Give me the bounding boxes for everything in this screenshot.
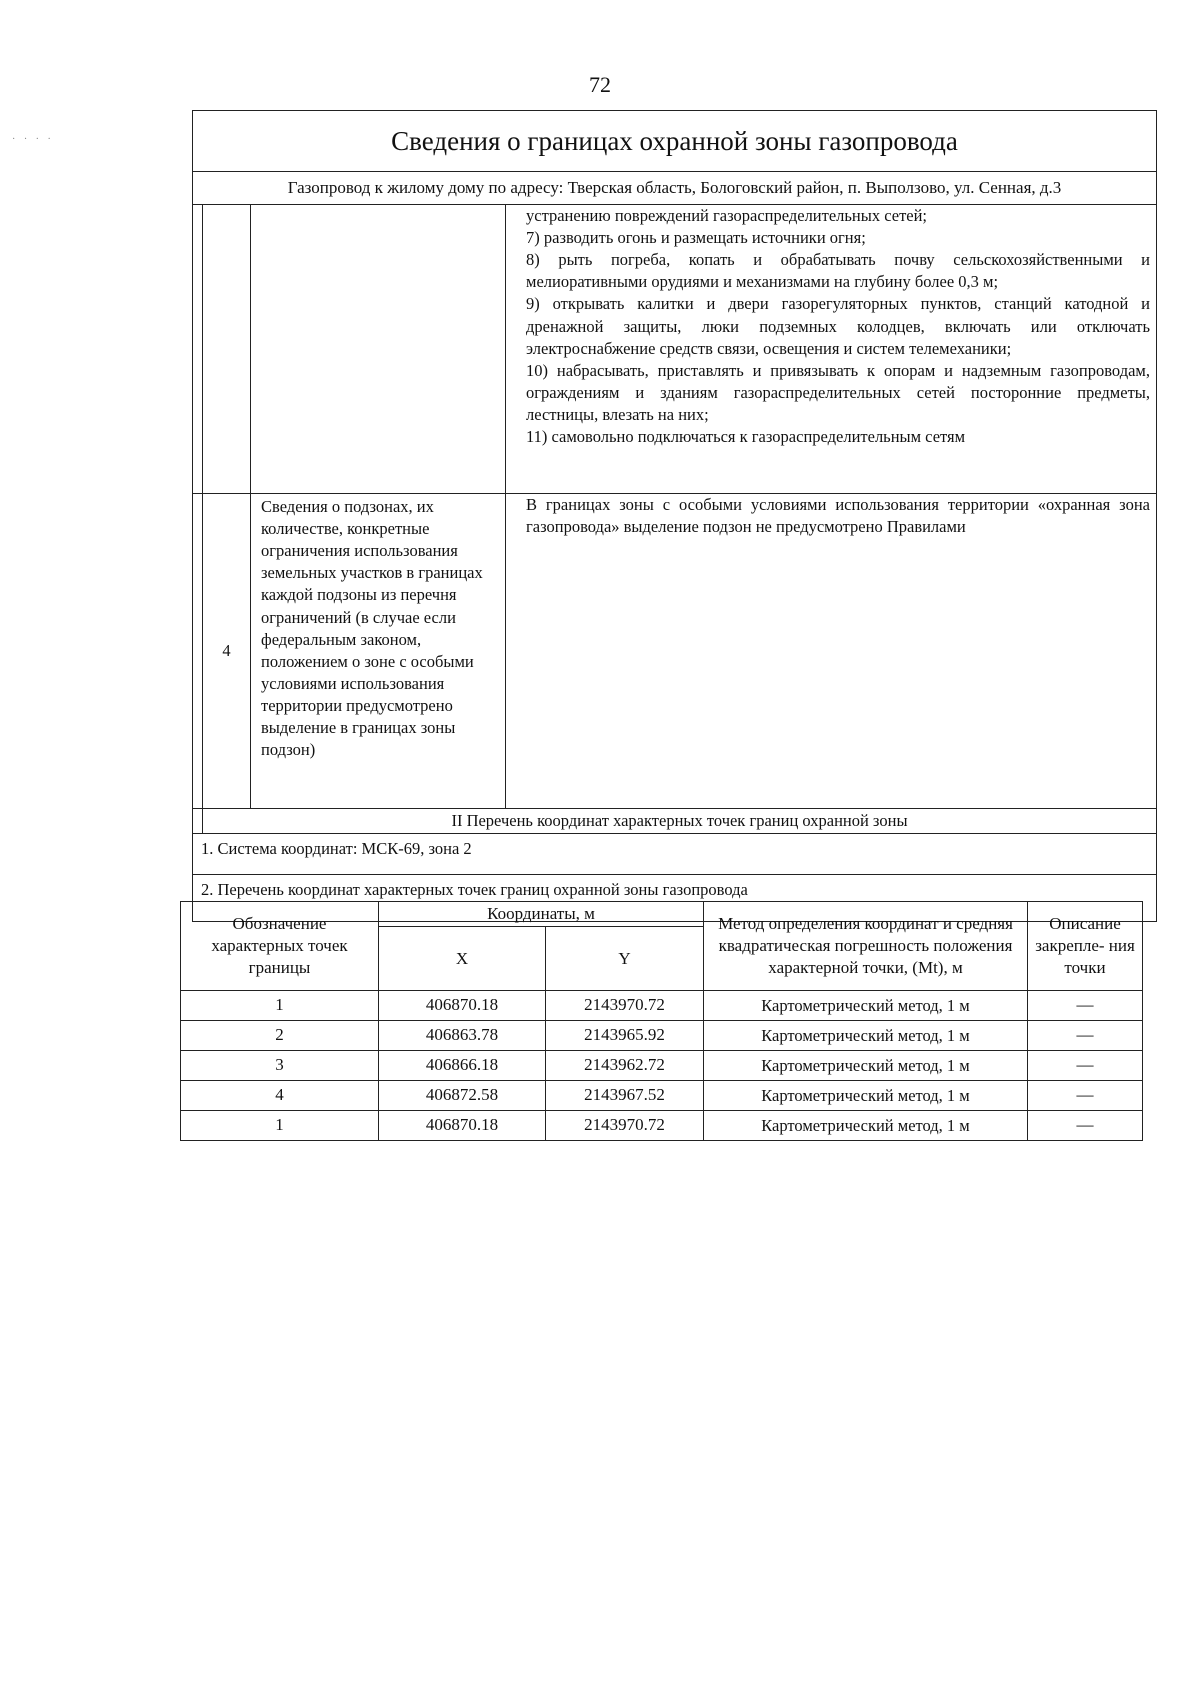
subzones-description: Сведения о подзонах, их количестве, конкретные ограничения использования земельных участков в границах каждой подзоны из перечня ограничений (в случае если федеральным законом, положением о зоне с особыми условиями использования территории предусмотрено выделение в границах зоны подзон) — [251, 494, 506, 809]
subzones-value: В границах зоны с особыми условиями использования территории «охранная зона газопровода» выделение подзон не предусмотрено Правилами — [506, 494, 1157, 809]
coordinate-system: 1. Система координат: МСК-69, зона 2 — [193, 834, 1157, 875]
row-number: 4 — [203, 494, 251, 809]
restrictions-cell — [506, 205, 1157, 494]
restriction-item: 8) рыть погреба, копать и обрабатывать почву сельскохозяйственными и мелиоративными орудиями и механизмами на глубину более 0,3 м; — [526, 250, 1150, 292]
description-value: — — [1028, 1111, 1143, 1141]
method-value: Картометрический метод, 1 м — [704, 1111, 1028, 1141]
coordinates-table — [180, 901, 1143, 1141]
y-value: 2143970.72 — [546, 1111, 704, 1141]
method-value: Картометрический метод, 1 м — [704, 1081, 1028, 1111]
scan-artifact: · · · · — [12, 134, 54, 145]
y-value: 2143970.72 — [546, 991, 704, 1021]
point-id: 3 — [181, 1051, 379, 1081]
restriction-item: 11) самовольно подключаться к газораспределительным сетям — [526, 427, 966, 447]
table-row — [181, 1111, 1143, 1141]
description-value: — — [1028, 1051, 1143, 1081]
point-id: 1 — [181, 991, 379, 1021]
coordinate-list-title: 2. Перечень координат характерных точек границ охранной зоны газопровода — [193, 875, 1157, 922]
y-value: 2143962.72 — [546, 1051, 704, 1081]
method-value: Картометрический метод, 1 м — [704, 1051, 1028, 1081]
method-value: Картометрический метод, 1 м — [704, 991, 1028, 1021]
x-value: 406863.78 — [379, 1021, 546, 1051]
restriction-item: 9) открывать калитки и двери газорегуляторных пунктов, станций катодной и дренажной защиты, люки подземных колодцев, включать или отключать электроснабжение средств связи, освещения и систем телемеханики; — [526, 294, 1150, 358]
zone-info-table — [192, 110, 1157, 922]
restriction-item: 7) разводить огонь и размещать источники огня; — [526, 228, 866, 248]
section-title: II Перечень координат характерных точек границ охранной зоны — [203, 809, 1157, 834]
x-value: 406870.18 — [379, 1111, 546, 1141]
point-id: 4 — [181, 1081, 379, 1111]
description-value: — — [1028, 1021, 1143, 1051]
y-value: 2143967.52 — [546, 1081, 704, 1111]
table-row — [181, 991, 1143, 1021]
pipeline-address: Газопровод к жилому дому по адресу: Тверская область, Бологовский район, п. Выползово, ул. Сенная, д.3 — [193, 172, 1157, 205]
point-header: Обозначение характерных точек границы — [181, 902, 379, 991]
restriction-item: 10) набрасывать, приставлять и привязывать к опорам и надземным газопроводам, ограждениям и зданиям газораспределительных сетей посторонние предметы, лестницы, влезать на них; — [526, 360, 1150, 424]
method-value: Картометрический метод, 1 м — [704, 1021, 1028, 1051]
description-header: Описание закрепле- ния точки — [1028, 902, 1143, 991]
restrictions-row — [193, 205, 1157, 494]
restriction-item: устранению повреждений газораспределительных сетей; — [526, 206, 928, 225]
table-row — [181, 1021, 1143, 1051]
subzones-row — [193, 494, 1157, 809]
method-header: Метод определения координат и средняя квадратическая погрешность положения характерной точки, (Mt), м — [704, 902, 1028, 991]
table-row — [181, 1051, 1143, 1081]
x-value: 406872.58 — [379, 1081, 546, 1111]
x-value: 406866.18 — [379, 1051, 546, 1081]
x-header: X — [379, 927, 546, 991]
y-value: 2143965.92 — [546, 1021, 704, 1051]
coordinates-header: Координаты, м — [379, 902, 704, 927]
description-value: — — [1028, 1081, 1143, 1111]
document-title: Сведения о границах охранной зоны газопровода — [193, 111, 1157, 172]
table-row — [181, 1081, 1143, 1111]
point-id: 1 — [181, 1111, 379, 1141]
point-id: 2 — [181, 1021, 379, 1051]
y-header: Y — [546, 927, 704, 991]
description-value: — — [1028, 991, 1143, 1021]
x-value: 406870.18 — [379, 991, 546, 1021]
page-number: 72 — [589, 72, 611, 97]
